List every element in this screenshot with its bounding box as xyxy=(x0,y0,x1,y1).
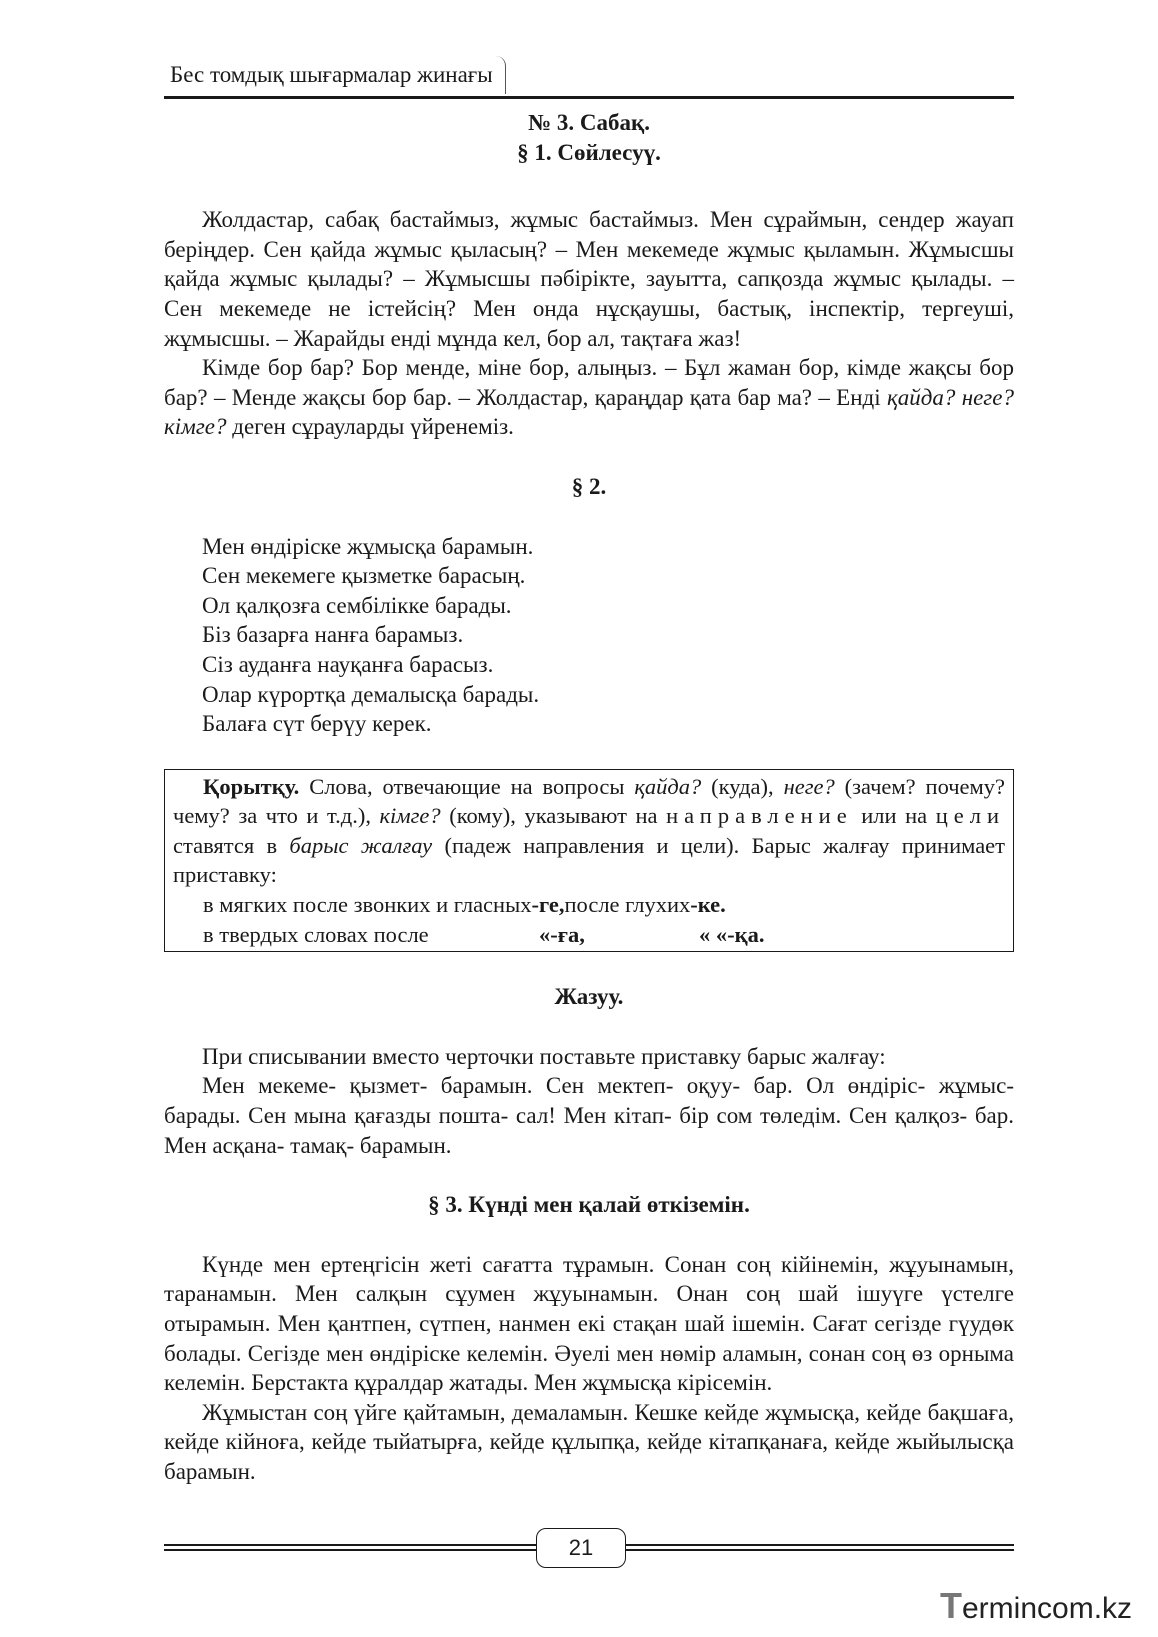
footer-rule-right xyxy=(624,1544,1014,1551)
summary-box xyxy=(164,769,1014,953)
paragraph-1: Жолдастар, сабақ бастаймыз, жұмыс бастаймыз. Мен сұраймын, сендер жауап беріңдер. Сен қайда жұмыс қыласың? – Мен мекемеде жұмыс қыламын. Жұмысшы қайда жұмыс қылады? – Жұмысшы пәбірікте, зауытта, сапқозда жұмыс қылады. – Сен мекемеде не істейсің? Мен онда нұсқаушы, бастық, інспектір, тергеуші, жұмысшы. – Жарайды енді мұнда кел, бор ал, тақтаға жаз! xyxy=(164,207,1014,351)
sentence: Мен өндіріске жұмысқа барамын. xyxy=(202,533,534,559)
sentence: Сіз ауданға науқанға барасыз. xyxy=(202,651,494,677)
sentence: Балаға сүт берүу керек. xyxy=(202,711,432,737)
summary-text: Қорытқу. Слова, отвечающие на вопросы қайда? (куда), неге? (зачем? почему? чему? за что и т.д.), кімге? (кому), указывают на направление или на цели ставятся в барыс жалғау (падеж направления и цели). Барыс жалғау принимает приставку: xyxy=(173,773,1006,888)
summary-label: Қорытқу. xyxy=(203,773,300,799)
section-1-title: § 1. Сөйлесуү. xyxy=(517,139,661,165)
page-number: 21 xyxy=(536,1528,626,1568)
sentence-list xyxy=(164,532,1014,739)
sentence: Сен мекемеге қызметке барасың. xyxy=(202,563,526,589)
writing-instruction: При списывании вместо черточки поставьте приставку барыс жалғау: xyxy=(202,1043,886,1069)
watermark-logo: Termincom.kz xyxy=(940,1585,1133,1626)
section-2-title: § 2. xyxy=(571,473,607,499)
paragraph-2: Кімде бор бар? Бор менде, міне бор, алыңыз. – Бұл жаман бор, кімде жақсы бор бар? – Менде жақсы бор бар. – Жолдастар, қараңдар қата бар ма? – Енді қайда? неге? кімге? деген сұрауларды үйренеміз. xyxy=(164,355,1014,440)
section-3-title: § 3. Күнді мен қалай өткіземін. xyxy=(428,1192,750,1218)
writing-title: Жазуу. xyxy=(554,984,624,1010)
book-title: Бес томдық шығармалар жинағы xyxy=(164,56,506,94)
footer-rule-left xyxy=(164,1544,538,1551)
rule-soft: в мягких после звонких и гласных-ге,после глухих-ке. xyxy=(203,892,726,918)
lesson-title: № 3. Сабақ. xyxy=(528,110,650,135)
running-header xyxy=(164,56,1014,99)
page-content xyxy=(164,108,1014,1487)
sentence: Біз базарға нанға барамыз. xyxy=(202,622,464,648)
writing-exercise: Мен мекеме- қызмет- барамын. Сен мектеп- оқуу- бар. Ол өндіріс- жұмыс- барады. Сен мына қағазды пошта- сал! Мен кітап- бір сом төледім. Сен қалқоз- бар. Мен асқана- тамақ- барамын. xyxy=(164,1073,1014,1158)
sentence: Ол қалқозға сембілікке барады. xyxy=(202,592,512,618)
section-3-paragraph-2: Жұмыстан соң үйге қайтамын, демаламын. Кешке кейде жұмысқа, кейде бақшаға, кейде кійноға, кейде тыйатырға, кейде құлыпқа, кейде кітапқанаға, кейде жыйылысқа барамын. xyxy=(164,1399,1014,1484)
sentence: Олар күрортқа демалысқа барады. xyxy=(202,681,540,707)
question-words: қайда? неге? кімге? xyxy=(164,384,1014,440)
section-3-paragraph-1: Күнде мен ертеңгісін жеті сағатта тұрамын. Сонан соң кійінемін, жұуынамын, таранамын. Мен салқын сұумен жұуынамын. Онан соң шай ішуүге үстелге отырамын. Мен қантпен, сүтпен, нанмен екі стақан шай ішемін. Сағат сегізде гүудөк болады. Сегізде мен өндіріске келемін. Әуелі мен нөмір аламын, сонан соң өз орныма келемін. Берстакта құралдар жатады. Мен жұмысқа кірісемін. xyxy=(164,1251,1014,1396)
rule-hard: в твердых словах после «-ға, « «-қа. xyxy=(203,921,765,947)
